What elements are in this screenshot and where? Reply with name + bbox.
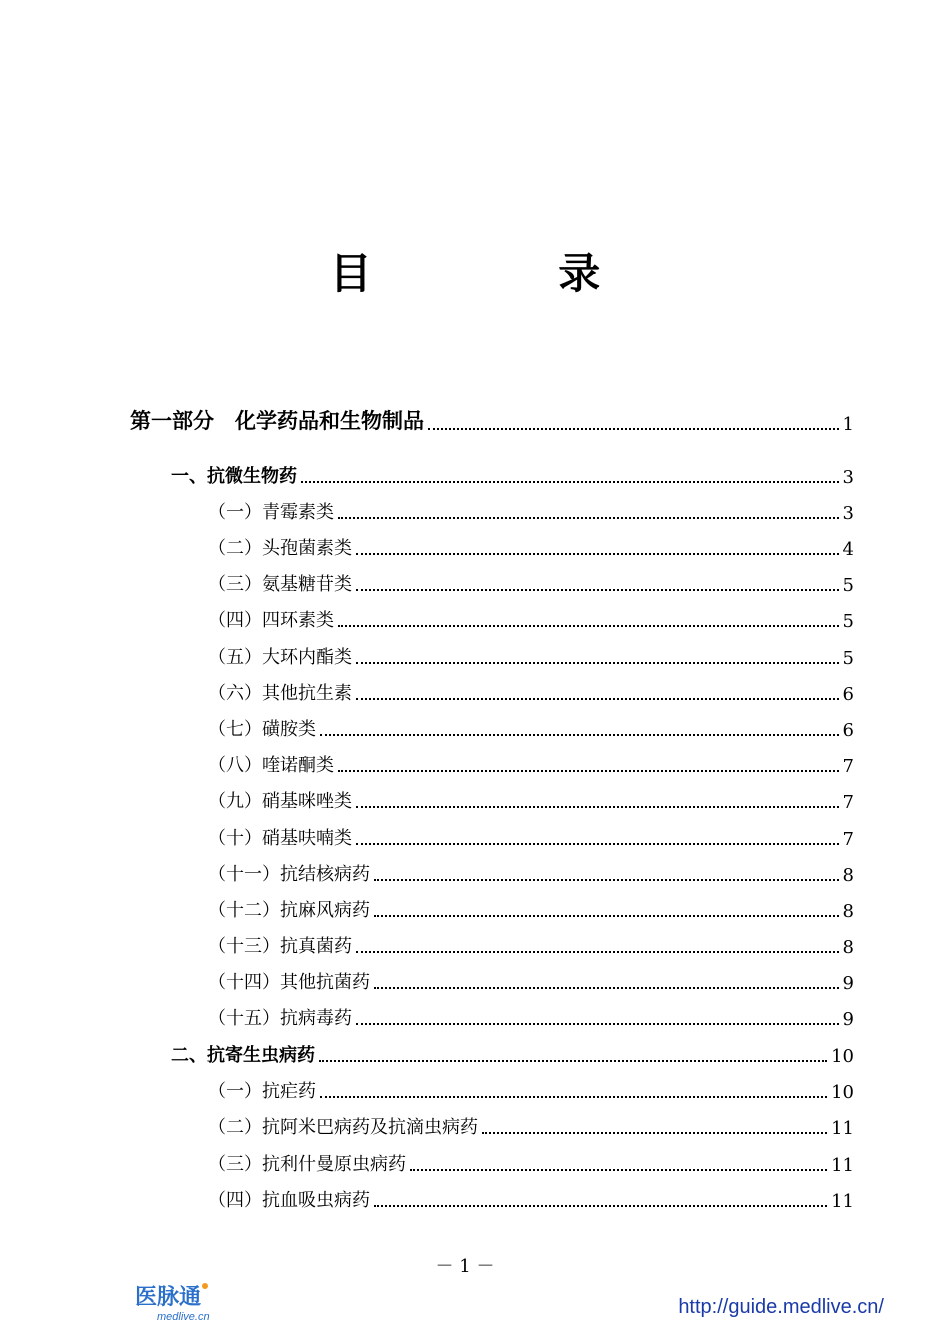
- dot-leader: [356, 588, 839, 591]
- toc-entry[interactable]: [0, 932, 930, 958]
- toc-entry-page: 8: [842, 937, 854, 958]
- toc-entry-page: 8: [842, 865, 854, 886]
- toc-entry-label: （五）大环内酯类: [208, 647, 352, 668]
- toc-entry[interactable]: [0, 896, 930, 922]
- toc-entry[interactable]: [0, 824, 930, 850]
- toc-entry-label: （六）其他抗生素: [208, 683, 352, 704]
- dot-leader: [319, 1059, 827, 1062]
- logo-subtext: medlive.cn: [157, 1311, 210, 1323]
- toc-entry[interactable]: [0, 1186, 930, 1212]
- toc-entry-page: 6: [842, 684, 854, 705]
- toc-entry[interactable]: [0, 860, 930, 886]
- dot-leader: [356, 697, 839, 700]
- toc-entry-page: 5: [842, 648, 854, 669]
- toc-entry-label: 二、抗寄生虫病药: [171, 1045, 315, 1066]
- toc-entry-label: （十四）其他抗菌药: [208, 972, 370, 993]
- toc-entry-page: 4: [842, 539, 854, 560]
- dot-leader: [356, 805, 839, 808]
- toc-entry-label: （二）抗阿米巴病药及抗滴虫病药: [208, 1117, 478, 1138]
- toc-entry-page: 7: [842, 756, 854, 777]
- toc-entry-label: （十三）抗真菌药: [208, 936, 352, 957]
- dot-leader: [374, 914, 839, 917]
- toc-entry-label: （三）氨基糖苷类: [208, 574, 352, 595]
- dot-leader: [356, 552, 839, 555]
- toc-entry-label: 第一部分 化学药品和生物制品: [130, 408, 424, 433]
- toc-entry-page: 11: [831, 1155, 854, 1176]
- toc-entry[interactable]: [0, 1077, 930, 1103]
- toc-entry-page: 5: [842, 575, 854, 596]
- toc-entry[interactable]: [0, 570, 930, 596]
- toc-entry[interactable]: [0, 1004, 930, 1030]
- dot-leader: [482, 1131, 827, 1134]
- toc-entry[interactable]: [0, 606, 930, 632]
- toc-entry-page: 3: [842, 503, 854, 524]
- toc-entry-page: 9: [842, 973, 854, 994]
- toc-entry[interactable]: [0, 534, 930, 560]
- toc-entry-page: 7: [842, 792, 854, 813]
- page-title: 目 录: [329, 249, 687, 298]
- toc-entry[interactable]: [0, 715, 930, 741]
- toc-entry-page: 11: [831, 1191, 854, 1212]
- page-number: － 1 －: [435, 1256, 495, 1277]
- toc-entry[interactable]: [0, 643, 930, 669]
- dot-leader: [301, 480, 839, 483]
- toc-entry-page: 8: [842, 901, 854, 922]
- dot-leader: [428, 427, 839, 430]
- dot-leader: [410, 1168, 827, 1171]
- footer-url-link[interactable]: http://guide.medlive.cn/: [678, 1296, 884, 1318]
- toc-entry[interactable]: [0, 405, 930, 435]
- toc-entry-page: 11: [831, 1118, 854, 1139]
- logo-text: 医脉通: [135, 1284, 202, 1309]
- dot-leader: [338, 516, 839, 519]
- dot-leader: [374, 1204, 827, 1207]
- toc-entry[interactable]: [0, 498, 930, 524]
- toc-entry-page: 5: [842, 611, 854, 632]
- toc-entry-label: （一）青霉素类: [208, 502, 334, 523]
- toc-entry-label: （一）抗疟药: [208, 1081, 316, 1102]
- toc-entry-label: 一、抗微生物药: [171, 466, 297, 487]
- toc-entry[interactable]: [0, 968, 930, 994]
- toc-entry[interactable]: [0, 462, 930, 488]
- dot-leader: [320, 1095, 827, 1098]
- dot-leader: [356, 1022, 839, 1025]
- toc-entry-page: 7: [842, 829, 854, 850]
- toc-entry-page: 9: [842, 1009, 854, 1030]
- dot-leader: [356, 950, 839, 953]
- dot-leader: [338, 769, 839, 772]
- toc-entry-label: （十）硝基呋喃类: [208, 828, 352, 849]
- medlive-logo: [133, 1280, 243, 1324]
- toc-entry-label: （三）抗利什曼原虫病药: [208, 1154, 406, 1175]
- toc-entry-page: 6: [842, 720, 854, 741]
- toc-entry-page: 10: [831, 1082, 854, 1103]
- toc-entry-label: （四）抗血吸虫病药: [208, 1190, 370, 1211]
- dot-leader: [338, 624, 839, 627]
- toc-entry[interactable]: [0, 1150, 930, 1176]
- toc-entry[interactable]: [0, 787, 930, 813]
- toc-entry[interactable]: [0, 751, 930, 777]
- dot-leader: [356, 661, 839, 664]
- toc-entry[interactable]: [0, 1113, 930, 1139]
- toc-entry-label: （十二）抗麻风病药: [208, 900, 370, 921]
- toc-entry[interactable]: [0, 679, 930, 705]
- toc-entry-label: （九）硝基咪唑类: [208, 791, 352, 812]
- toc-entry-page: 3: [842, 467, 854, 488]
- toc-entry-label: （八）喹诺酮类: [208, 755, 334, 776]
- toc-entry-page: 10: [831, 1046, 854, 1067]
- toc-entry-label: （十五）抗病毒药: [208, 1008, 352, 1029]
- dot-leader: [356, 842, 839, 845]
- dot-leader: [374, 878, 839, 881]
- dot-leader: [374, 986, 839, 989]
- toc-entry[interactable]: [0, 1041, 930, 1067]
- dot-leader: [320, 733, 839, 736]
- toc-entry-label: （七）磺胺类: [208, 719, 316, 740]
- toc-entry-page: 1: [842, 414, 854, 435]
- toc-entry-label: （十一）抗结核病药: [208, 864, 370, 885]
- toc-entry-label: （四）四环素类: [208, 610, 334, 631]
- toc-entry-label: （二）头孢菌素类: [208, 538, 352, 559]
